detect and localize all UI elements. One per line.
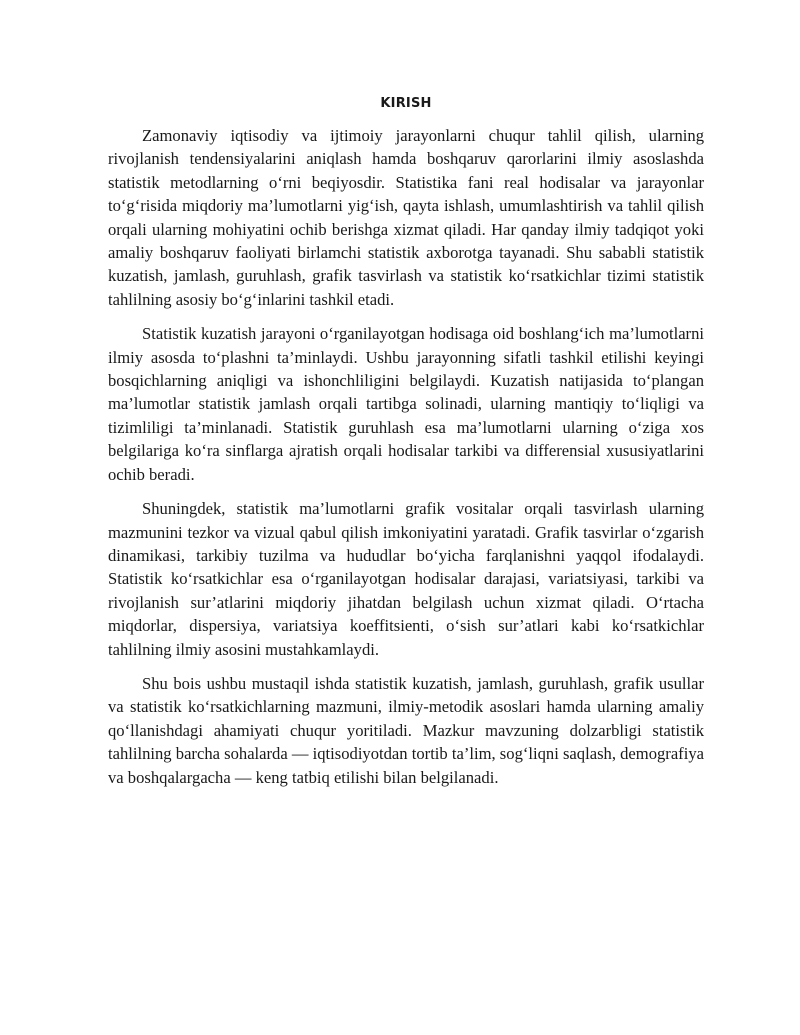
- paragraph-1: Zamonaviy iqtisodiy va ijtimoiy jarayonlarni chuqur tahlil qilish, ularning rivojlanish tendensiyalarini aniqlash hamda boshqaruv qarorlarini ilmiy asoslashda statistik metodlarning o‘rni beqiyosdir. Statistika fani real hodisalar va jarayonlar to‘g‘risida miqdoriy ma’lumotlarni yig‘ish, qayta ishlash, umumlashtirish va tahlil qilish orqali ularning mohiyatini ochib berishga xizmat qiladi. Har qanday ilmiy tadqiqot yoki amaliy boshqaruv faoliyati birlamchi statistik axborotga tayanadi. Shu sababli statistik kuzatish, jamlash, guruhlash, grafik tasvirlash va statistik ko‘rsatkichlar tizimi statistik tahlilning asosiy bo‘g‘inlarini tashkil etadi.: [108, 126, 704, 309]
- paragraph-3: Shuningdek, statistik ma’lumotlarni grafik vositalar orqali tasvirlash ularning mazmunini tezkor va vizual qabul qilish imkoniyatini yaratadi. Grafik tasvirlar o‘zgarish dinamikasi, tarkibiy tuzilma va hududlar bo‘yicha farqlanishni yaqqol ifodalaydi. Statistik ko‘rsatkichlar esa o‘rganilayotgan hodisalar darajasi, variatsiyasi, tarkibi va rivojlanish sur’atlarini miqdoriy jihatdan belgilash uchun xizmat qiladi. O‘rtacha miqdorlar, dispersiya, variatsiya koeffitsienti, o‘sish sur’atlari kabi ko‘rsatkichlar tahlilning ilmiy asosini mustahkamlaydi.: [108, 499, 704, 659]
- paragraph-4: Shu bois ushbu mustaqil ishda statistik kuzatish, jamlash, guruhlash, grafik usullar va statistik ko‘rsatkichlarning mazmuni, ilmiy-metodik asoslari hamda ularning amaliy qo‘llanishdagi ahamiyati chuqur yoritiladi. Mazkur mavzuning dolzarbligi statistik tahlilning barcha sohalarda — iqtisodiyotdan tortib ta’lim, sog‘liqni saqlash, demografiya va boshqalargacha — keng tatbiq etilishi bilan belgilanadi.: [108, 673, 704, 787]
- paragraph-2: Statistik kuzatish jarayoni o‘rganilayotgan hodisaga oid boshlang‘ich ma’lumotlarni ilmiy asosda to‘plashni ta’minlaydi. Ushbu jarayonning sifatli tashkil etilishi keyingi bosqichlarning aniqligi va ishonchliligini belgilaydi. Kuzatish natijasida to‘plangan ma’lumotlar statistik jamlash orqali tartibga solinadi, ularning mantiqiy to‘liqligi va tizimliligi ta’minlanadi. Statistik guruhlash esa ma’lumotlarni ularning o‘ziga xos belgilariga ko‘ra sinflarga ajratish orqali hodisalar tarkibi va differensial xususiyatlarini ochib beradi.: [108, 324, 704, 484]
- document-page: [108, 95, 704, 800]
- document-title: KIRISH: [380, 96, 432, 111]
